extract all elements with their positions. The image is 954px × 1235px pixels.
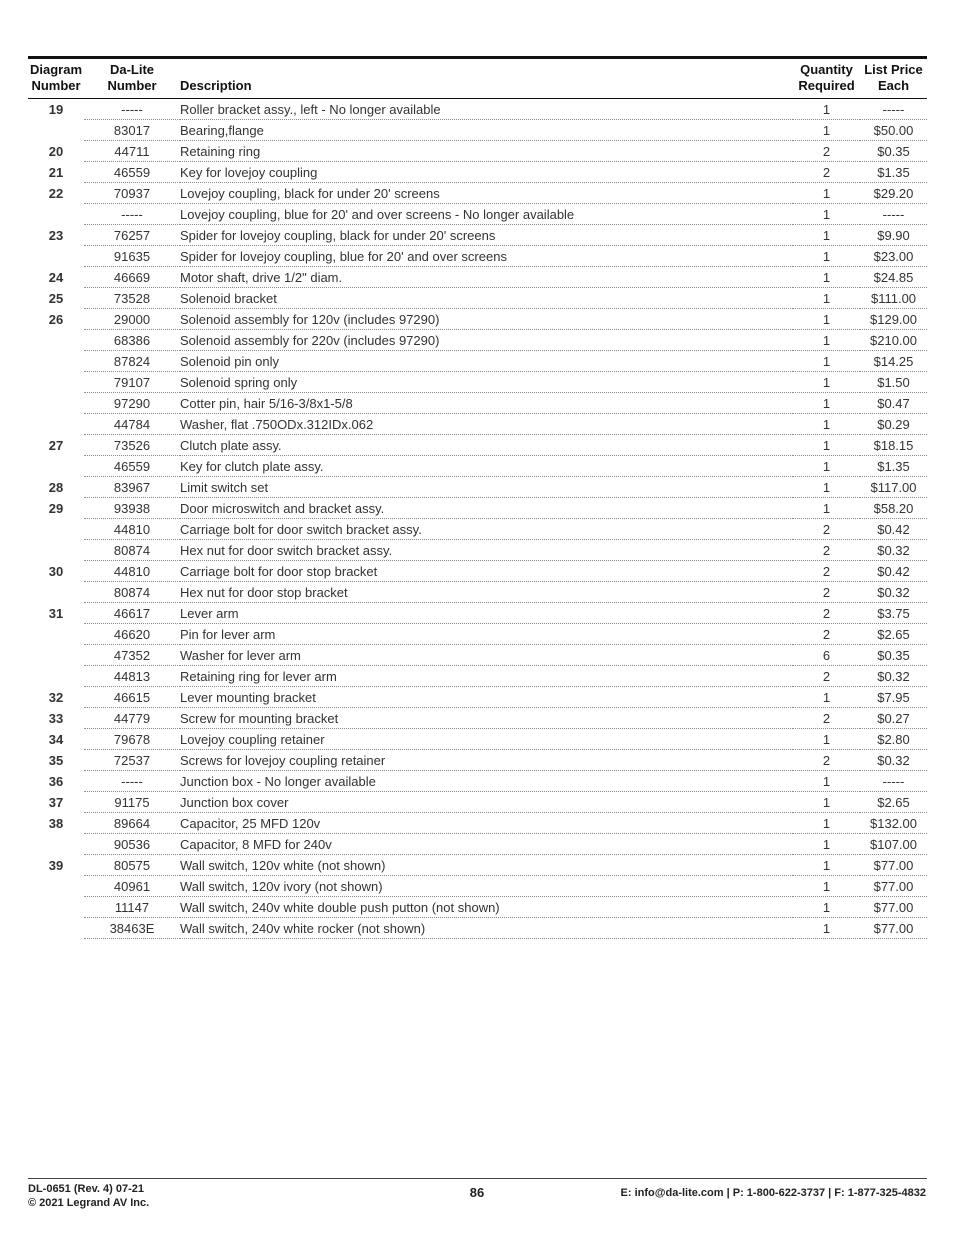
dalite-number-cell: 44784 bbox=[84, 414, 180, 435]
dalite-number-cell: 80874 bbox=[84, 540, 180, 561]
dalite-number-cell: 91635 bbox=[84, 246, 180, 267]
table-row bbox=[28, 330, 927, 351]
table-row bbox=[28, 162, 927, 183]
dalite-number-cell: 76257 bbox=[84, 225, 180, 246]
table-row bbox=[28, 414, 927, 435]
description-cell: Screws for lovejoy coupling retainer bbox=[180, 750, 793, 771]
footer-left bbox=[28, 1182, 149, 1210]
quantity-cell: 2 bbox=[793, 561, 860, 582]
description-cell: Key for clutch plate assy. bbox=[180, 456, 793, 477]
table-row bbox=[28, 435, 927, 456]
quantity-cell: 1 bbox=[793, 393, 860, 414]
price-cell: $132.00 bbox=[860, 813, 927, 834]
description-cell: Key for lovejoy coupling bbox=[180, 162, 793, 183]
table-row bbox=[28, 288, 927, 309]
dalite-number-cell: 38463E bbox=[84, 918, 180, 939]
table-row bbox=[28, 666, 927, 687]
description-cell: Pin for lever arm bbox=[180, 624, 793, 645]
price-cell: $107.00 bbox=[860, 834, 927, 855]
table-row bbox=[28, 603, 927, 624]
diagram-number-cell: 26 bbox=[48, 311, 64, 327]
table-row bbox=[28, 225, 927, 246]
dalite-number-cell: ----- bbox=[84, 204, 180, 225]
diagram-number-cell: 20 bbox=[48, 143, 64, 159]
quantity-cell: 1 bbox=[793, 99, 860, 120]
price-cell: $3.75 bbox=[860, 603, 927, 624]
price-cell: $0.27 bbox=[860, 708, 927, 729]
diagram-number-cell: 39 bbox=[48, 857, 64, 873]
table-row bbox=[28, 204, 927, 225]
quantity-cell: 1 bbox=[793, 330, 860, 351]
description-cell: Hex nut for door switch bracket assy. bbox=[180, 540, 793, 561]
price-cell: $77.00 bbox=[860, 876, 927, 897]
price-cell: $2.65 bbox=[860, 624, 927, 645]
quantity-cell: 6 bbox=[793, 645, 860, 666]
price-cell: $18.15 bbox=[860, 435, 927, 456]
table-row bbox=[28, 813, 927, 834]
page-number: 86 bbox=[469, 1185, 485, 1200]
price-cell: $77.00 bbox=[860, 855, 927, 876]
quantity-cell: 1 bbox=[793, 225, 860, 246]
table-row bbox=[28, 393, 927, 414]
quantity-cell: 1 bbox=[793, 372, 860, 393]
table-row bbox=[28, 309, 927, 330]
price-cell: $210.00 bbox=[860, 330, 927, 351]
description-cell: Bearing,flange bbox=[180, 120, 793, 141]
dalite-number-cell: ----- bbox=[84, 99, 180, 120]
price-cell: $9.90 bbox=[860, 225, 927, 246]
header-list-price: List Price Each bbox=[864, 62, 923, 93]
price-cell: $0.35 bbox=[860, 141, 927, 162]
description-cell: Washer for lever arm bbox=[180, 645, 793, 666]
dalite-number-cell: 89664 bbox=[84, 813, 180, 834]
price-cell: $0.32 bbox=[860, 666, 927, 687]
quantity-cell: 2 bbox=[793, 624, 860, 645]
quantity-cell: 1 bbox=[793, 771, 860, 792]
table-row bbox=[28, 918, 927, 939]
diagram-number-cell: 34 bbox=[48, 731, 64, 747]
description-cell: Solenoid pin only bbox=[180, 351, 793, 372]
dalite-number-cell: 72537 bbox=[84, 750, 180, 771]
dalite-number-cell: 87824 bbox=[84, 351, 180, 372]
diagram-number-cell bbox=[28, 204, 84, 225]
quantity-cell: 1 bbox=[793, 855, 860, 876]
diagram-number-cell: 29 bbox=[48, 500, 64, 516]
description-cell: Junction box cover bbox=[180, 792, 793, 813]
description-cell: Clutch plate assy. bbox=[180, 435, 793, 456]
price-cell: $0.32 bbox=[860, 582, 927, 603]
price-cell: $111.00 bbox=[860, 288, 927, 309]
price-cell: $29.20 bbox=[860, 183, 927, 204]
dalite-number-cell: 90536 bbox=[84, 834, 180, 855]
table-row bbox=[28, 183, 927, 204]
dalite-number-cell: 46620 bbox=[84, 624, 180, 645]
quantity-cell: 2 bbox=[793, 708, 860, 729]
table-row bbox=[28, 561, 927, 582]
dalite-number-cell: 29000 bbox=[84, 309, 180, 330]
quantity-cell: 2 bbox=[793, 666, 860, 687]
dalite-number-cell: 68386 bbox=[84, 330, 180, 351]
dalite-number-cell: 44813 bbox=[84, 666, 180, 687]
description-cell: Wall switch, 240v white double push putton (not shown) bbox=[180, 897, 793, 918]
price-cell: $2.65 bbox=[860, 792, 927, 813]
dalite-number-cell: 47352 bbox=[84, 645, 180, 666]
description-cell: Wall switch, 120v ivory (not shown) bbox=[180, 876, 793, 897]
price-cell: $117.00 bbox=[860, 477, 927, 498]
description-cell: Capacitor, 25 MFD 120v bbox=[180, 813, 793, 834]
contact-info: E: info@da-lite.com | P: 1-800-622-3737 | F: 1-877-325-4832 bbox=[620, 1187, 926, 1199]
quantity-cell: 2 bbox=[793, 750, 860, 771]
diagram-number-cell bbox=[28, 330, 84, 351]
diagram-number-cell: 33 bbox=[48, 710, 64, 726]
table-row bbox=[28, 855, 927, 876]
description-cell: Spider for lovejoy coupling, black for under 20' screens bbox=[180, 225, 793, 246]
dalite-number-cell: 44810 bbox=[84, 561, 180, 582]
quantity-cell: 1 bbox=[793, 351, 860, 372]
description-cell: Spider for lovejoy coupling, blue for 20' and over screens bbox=[180, 246, 793, 267]
header-diagram-number: Diagram Number bbox=[29, 62, 83, 93]
quantity-cell: 1 bbox=[793, 204, 860, 225]
diagram-number-cell bbox=[28, 645, 84, 666]
price-cell: $0.42 bbox=[860, 561, 927, 582]
price-cell: $50.00 bbox=[860, 120, 927, 141]
description-cell: Washer, flat .750ODx.312IDx.062 bbox=[180, 414, 793, 435]
table-row bbox=[28, 687, 927, 708]
diagram-number-cell bbox=[28, 918, 84, 939]
diagram-number-cell: 21 bbox=[48, 164, 64, 180]
price-cell: $77.00 bbox=[860, 897, 927, 918]
price-cell: $0.42 bbox=[860, 519, 927, 540]
quantity-cell: 1 bbox=[793, 414, 860, 435]
dalite-number-cell: 79107 bbox=[84, 372, 180, 393]
dalite-number-cell: 11147 bbox=[84, 897, 180, 918]
quantity-cell: 1 bbox=[793, 267, 860, 288]
table-row bbox=[28, 99, 927, 120]
table-row bbox=[28, 540, 927, 561]
diagram-number-cell bbox=[28, 246, 84, 267]
dalite-number-cell: 97290 bbox=[84, 393, 180, 414]
dalite-number-cell: 44711 bbox=[84, 141, 180, 162]
description-cell: Lever arm bbox=[180, 603, 793, 624]
quantity-cell: 1 bbox=[793, 309, 860, 330]
price-cell: ----- bbox=[860, 771, 927, 792]
quantity-cell: 1 bbox=[793, 729, 860, 750]
quantity-cell: 1 bbox=[793, 246, 860, 267]
price-cell: $1.35 bbox=[860, 456, 927, 477]
header-quantity-required: Quantity Required bbox=[798, 62, 855, 93]
copyright: © 2021 Legrand AV Inc. bbox=[28, 1197, 150, 1209]
table-row bbox=[28, 708, 927, 729]
description-cell: Solenoid spring only bbox=[180, 372, 793, 393]
dalite-number-cell: 73528 bbox=[84, 288, 180, 309]
description-cell: Lever mounting bracket bbox=[180, 687, 793, 708]
diagram-number-cell: 27 bbox=[48, 437, 64, 453]
table-row bbox=[28, 645, 927, 666]
quantity-cell: 1 bbox=[793, 834, 860, 855]
diagram-number-cell: 24 bbox=[48, 269, 64, 285]
table-row bbox=[28, 246, 927, 267]
table-row bbox=[28, 456, 927, 477]
diagram-number-cell: 36 bbox=[48, 773, 64, 789]
dalite-number-cell: 79678 bbox=[84, 729, 180, 750]
quantity-cell: 2 bbox=[793, 603, 860, 624]
description-cell: Hex nut for door stop bracket bbox=[180, 582, 793, 603]
dalite-number-cell: 44810 bbox=[84, 519, 180, 540]
price-cell: $0.29 bbox=[860, 414, 927, 435]
price-cell: $7.95 bbox=[860, 687, 927, 708]
diagram-number-cell bbox=[28, 666, 84, 687]
price-cell: $0.32 bbox=[860, 750, 927, 771]
quantity-cell: 1 bbox=[793, 918, 860, 939]
quantity-cell: 1 bbox=[793, 477, 860, 498]
price-cell: ----- bbox=[860, 204, 927, 225]
table-row bbox=[28, 897, 927, 918]
dalite-number-cell: 93938 bbox=[84, 498, 180, 519]
price-cell: $77.00 bbox=[860, 918, 927, 939]
description-cell: Motor shaft, drive 1/2" diam. bbox=[180, 267, 793, 288]
quantity-cell: 1 bbox=[793, 183, 860, 204]
table-row bbox=[28, 624, 927, 645]
diagram-number-cell bbox=[28, 897, 84, 918]
price-cell: $1.35 bbox=[860, 162, 927, 183]
diagram-number-cell: 38 bbox=[48, 815, 64, 831]
description-cell: Retaining ring for lever arm bbox=[180, 666, 793, 687]
price-cell: $0.32 bbox=[860, 540, 927, 561]
dalite-number-cell: 44779 bbox=[84, 708, 180, 729]
table-row bbox=[28, 141, 927, 162]
price-cell: $0.47 bbox=[860, 393, 927, 414]
dalite-number-cell: ----- bbox=[84, 771, 180, 792]
dalite-number-cell: 40961 bbox=[84, 876, 180, 897]
dalite-number-cell: 70937 bbox=[84, 183, 180, 204]
diagram-number-cell: 28 bbox=[48, 479, 64, 495]
diagram-number-cell: 25 bbox=[48, 290, 64, 306]
quantity-cell: 2 bbox=[793, 540, 860, 561]
diagram-number-cell bbox=[28, 519, 84, 540]
table-row bbox=[28, 729, 927, 750]
description-cell: Retaining ring bbox=[180, 141, 793, 162]
description-cell: Limit switch set bbox=[180, 477, 793, 498]
table-row bbox=[28, 771, 927, 792]
price-cell: $23.00 bbox=[860, 246, 927, 267]
description-cell: Lovejoy coupling, blue for 20' and over screens - No longer available bbox=[180, 204, 793, 225]
diagram-number-cell bbox=[28, 624, 84, 645]
price-cell: $1.50 bbox=[860, 372, 927, 393]
table-row bbox=[28, 120, 927, 141]
table-row bbox=[28, 876, 927, 897]
top-rule bbox=[28, 56, 927, 59]
description-cell: Cotter pin, hair 5/16-3/8x1-5/8 bbox=[180, 393, 793, 414]
dalite-number-cell: 91175 bbox=[84, 792, 180, 813]
quantity-cell: 1 bbox=[793, 876, 860, 897]
description-cell: Lovejoy coupling retainer bbox=[180, 729, 793, 750]
diagram-number-cell bbox=[28, 540, 84, 561]
diagram-number-cell: 23 bbox=[48, 227, 64, 243]
quantity-cell: 1 bbox=[793, 288, 860, 309]
description-cell: Wall switch, 120v white (not shown) bbox=[180, 855, 793, 876]
dalite-number-cell: 80575 bbox=[84, 855, 180, 876]
dalite-number-cell: 80874 bbox=[84, 582, 180, 603]
table-row bbox=[28, 519, 927, 540]
dalite-number-cell: 46669 bbox=[84, 267, 180, 288]
parts-table bbox=[28, 62, 927, 939]
diagram-number-cell bbox=[28, 393, 84, 414]
description-cell: Carriage bolt for door switch bracket assy. bbox=[180, 519, 793, 540]
header-dalite-number: Da-Lite Number bbox=[107, 62, 157, 93]
diagram-number-cell: 37 bbox=[48, 794, 64, 810]
diagram-number-cell bbox=[28, 414, 84, 435]
description-cell: Solenoid assembly for 220v (includes 97290) bbox=[180, 330, 793, 351]
table-header-row bbox=[28, 62, 927, 99]
diagram-number-cell bbox=[28, 456, 84, 477]
table-row bbox=[28, 477, 927, 498]
dalite-number-cell: 83017 bbox=[84, 120, 180, 141]
quantity-cell: 2 bbox=[793, 582, 860, 603]
quantity-cell: 1 bbox=[793, 120, 860, 141]
quantity-cell: 1 bbox=[793, 813, 860, 834]
header-description: Description bbox=[180, 78, 252, 93]
description-cell: Carriage bolt for door stop bracket bbox=[180, 561, 793, 582]
doc-id: DL-0651 (Rev. 4) 07-21 bbox=[28, 1183, 144, 1195]
table-row bbox=[28, 834, 927, 855]
table-row bbox=[28, 498, 927, 519]
dalite-number-cell: 46559 bbox=[84, 456, 180, 477]
table-row bbox=[28, 750, 927, 771]
diagram-number-cell: 19 bbox=[48, 101, 64, 117]
table-row bbox=[28, 267, 927, 288]
quantity-cell: 2 bbox=[793, 162, 860, 183]
diagram-number-cell: 30 bbox=[48, 563, 64, 579]
diagram-number-cell bbox=[28, 351, 84, 372]
quantity-cell: 1 bbox=[793, 897, 860, 918]
diagram-number-cell bbox=[28, 372, 84, 393]
description-cell: Solenoid bracket bbox=[180, 288, 793, 309]
quantity-cell: 1 bbox=[793, 498, 860, 519]
diagram-number-cell bbox=[28, 834, 84, 855]
price-cell: $24.85 bbox=[860, 267, 927, 288]
dalite-number-cell: 46617 bbox=[84, 603, 180, 624]
diagram-number-cell bbox=[28, 120, 84, 141]
dalite-number-cell: 83967 bbox=[84, 477, 180, 498]
price-cell: $14.25 bbox=[860, 351, 927, 372]
quantity-cell: 1 bbox=[793, 792, 860, 813]
diagram-number-cell: 35 bbox=[48, 752, 64, 768]
diagram-number-cell: 22 bbox=[48, 185, 64, 201]
price-cell: $129.00 bbox=[860, 309, 927, 330]
description-cell: Capacitor, 8 MFD for 240v bbox=[180, 834, 793, 855]
dalite-number-cell: 73526 bbox=[84, 435, 180, 456]
description-cell: Door microswitch and bracket assy. bbox=[180, 498, 793, 519]
table-row bbox=[28, 582, 927, 603]
table-row bbox=[28, 372, 927, 393]
description-cell: Screw for mounting bracket bbox=[180, 708, 793, 729]
description-cell: Junction box - No longer available bbox=[180, 771, 793, 792]
diagram-number-cell bbox=[28, 876, 84, 897]
price-cell: $0.35 bbox=[860, 645, 927, 666]
description-cell: Wall switch, 240v white rocker (not shown) bbox=[180, 918, 793, 939]
quantity-cell: 2 bbox=[793, 519, 860, 540]
quantity-cell: 2 bbox=[793, 141, 860, 162]
quantity-cell: 1 bbox=[793, 687, 860, 708]
diagram-number-cell bbox=[28, 582, 84, 603]
price-cell: ----- bbox=[860, 99, 927, 120]
price-cell: $58.20 bbox=[860, 498, 927, 519]
dalite-number-cell: 46615 bbox=[84, 687, 180, 708]
price-cell: $2.80 bbox=[860, 729, 927, 750]
quantity-cell: 1 bbox=[793, 456, 860, 477]
table-row bbox=[28, 792, 927, 813]
diagram-number-cell: 31 bbox=[48, 605, 64, 621]
description-cell: Solenoid assembly for 120v (includes 97290) bbox=[180, 309, 793, 330]
diagram-number-cell: 32 bbox=[48, 689, 64, 705]
table-row bbox=[28, 351, 927, 372]
description-cell: Lovejoy coupling, black for under 20' screens bbox=[180, 183, 793, 204]
dalite-number-cell: 46559 bbox=[84, 162, 180, 183]
footer-rule bbox=[28, 1178, 927, 1179]
description-cell: Roller bracket assy., left - No longer available bbox=[180, 99, 793, 120]
quantity-cell: 1 bbox=[793, 435, 860, 456]
